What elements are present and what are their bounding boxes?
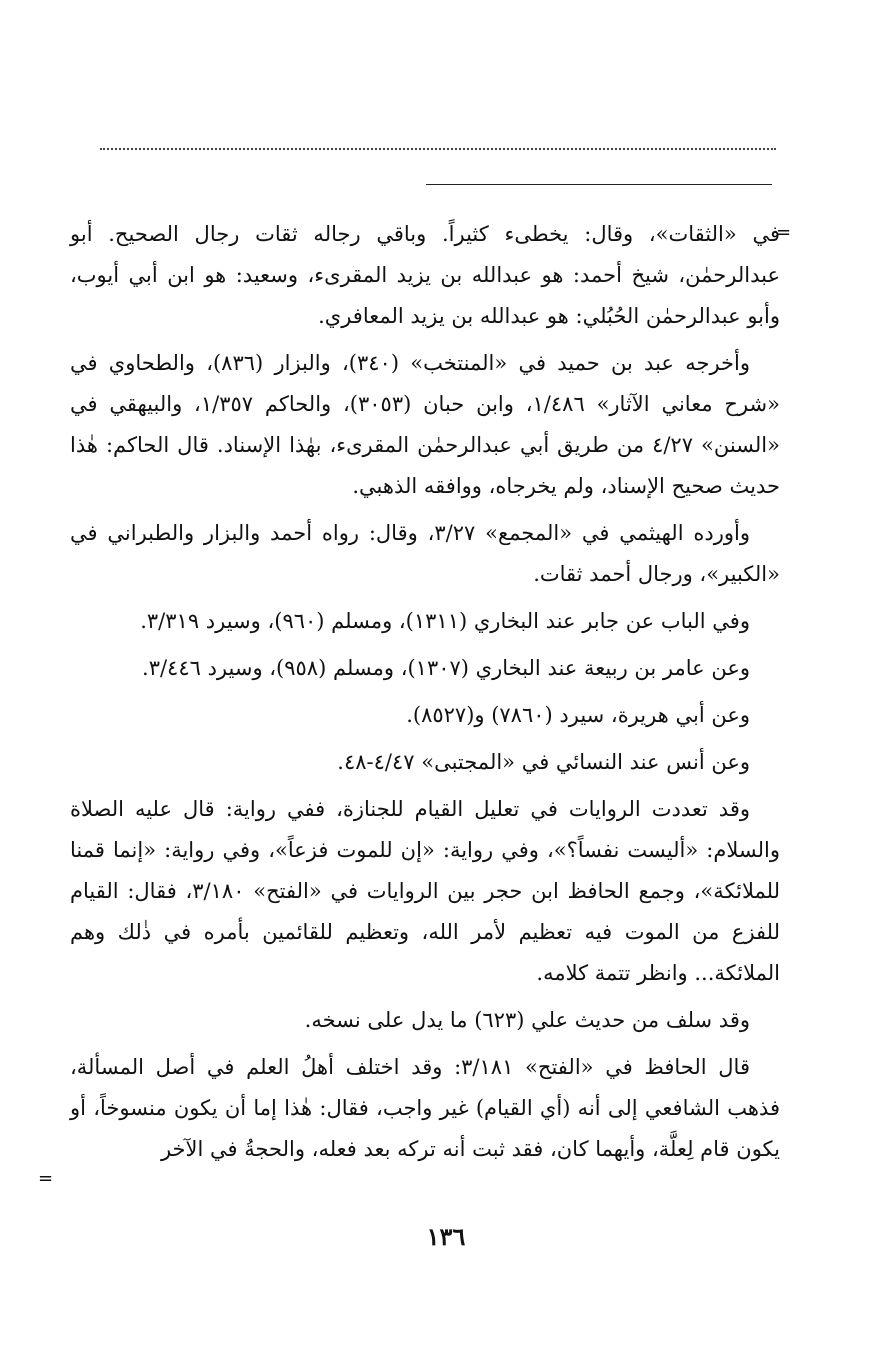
- paragraph-2: وأخرجه عبد بن حميد في «المنتخب» (٣٤٠)، والبزار (٨٣٦)، والطحاوي في «شرح معاني الآثار» ١/٤٨٦، وابن حبان (٣٠٥٣)، والحاكم ١/٣٥٧، والبيهقي في «السنن» ٤/٢٧ من طريق أبي عبدالرحمٰن المقرىء، بهٰذا الإسناد. قال الحاكم: هٰذا حديث صحيح الإسناد، ولم يخرجاه، ووافقه الذهبي.: [70, 351, 780, 498]
- paragraph-8: وقد تعددت الروايات في تعليل القيام للجنازة، ففي رواية: قال عليه الصلاة والسلام: «أليست نفساً؟»، وفي رواية: «إن للموت فزعاً»، وفي رواية: «إنما قمنا للملائكة»، وجمع الحافظ ابن حجر بين الروايات في «الفتح» ٣/١٨٠، فقال: القيام للفزع من الموت فيه تعظيم لأمر الله، وتعظيم للقائمين بأمره في ذٰلك وهم الملائكة... وانظر تتمة كلامه.: [70, 797, 780, 985]
- paragraph-4: وفي الباب عن جابر عند البخاري (١٣١١)، ومسلم (٩٦٠)، وسيرد ٣/٣١٩.: [140, 609, 750, 633]
- continuation-mark-end: =: [38, 1168, 54, 1189]
- paragraph-10: قال الحافظ في «الفتح» ٣/١٨١: وقد اختلف أهلُ العلم في أصل المسألة، فذهب الشافعي إلى أنه (أي القيام) غير واجب، فقال: هٰذا إما أن يكون منسوخاً، أو يكون قام لِعلَّة، وأيهما كان، فقد ثبت أنه تركه بعد فعله، والحجةُ في الآخر: [70, 1055, 780, 1161]
- paragraph-9: وقد سلف من حديث علي (٦٢٣) ما يدل على نسخه.: [304, 1008, 750, 1032]
- footnote-text: [70, 214, 780, 1176]
- continuation-mark-start: =: [776, 222, 792, 243]
- footnote-rule: [426, 184, 772, 185]
- paragraph-5: وعن عامر بن ربيعة عند البخاري (١٣٠٧)، ومسلم (٩٥٨)، وسيرد ٣/٤٤٦.: [142, 656, 750, 680]
- dotted-separator: [100, 148, 776, 150]
- paragraph-3: وأورده الهيثمي في «المجمع» ٣/٢٧، وقال: رواه أحمد والبزار والطبراني في «الكبير»، ورجال أحمد ثقات.: [70, 521, 780, 586]
- paragraph-7: وعن أنس عند النسائي في «المجتبى» ٤/٤٧-٤٨.: [337, 750, 750, 774]
- page-number: ١٣٦: [426, 1222, 466, 1251]
- paragraph-6: وعن أبي هريرة، سيرد (٧٨٦٠) و(٨٥٢٧).: [406, 703, 750, 727]
- paragraph-1: في «الثقات»، وقال: يخطىء كثيراً. وباقي رجاله ثقات رجال الصحيح. أبو عبدالرحمٰن، شيخ أحمد: هو عبدالله بن يزيد المقرىء، وسعيد: هو ابن أبي أيوب، وأبو عبدالرحمٰن الحُبُلي: هو عبدالله بن يزيد المعافري.: [70, 222, 780, 328]
